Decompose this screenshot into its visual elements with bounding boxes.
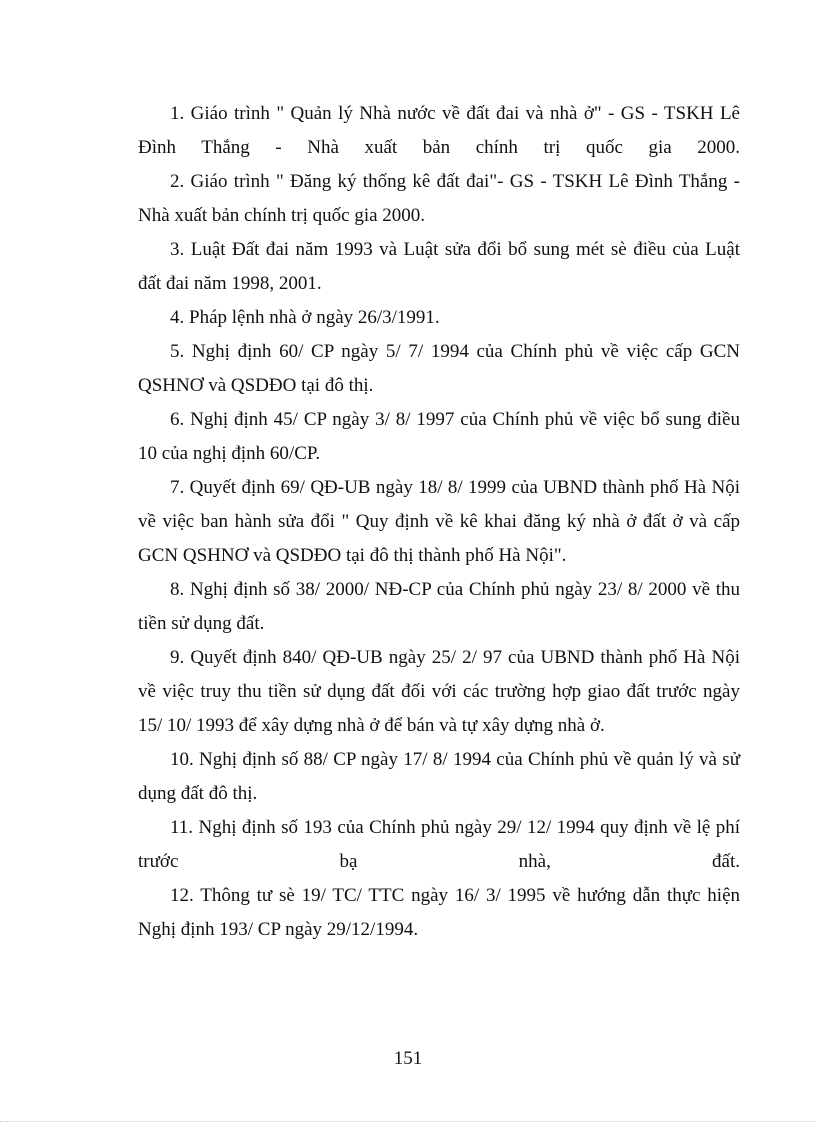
page-bottom-border — [0, 1121, 816, 1122]
reference-list — [138, 97, 740, 947]
reference-item-8: 8. Nghị định số 38/ 2000/ NĐ-CP của Chính phủ ngày 23/ 8/ 2000 về thu tiền sử dụng đất. — [138, 579, 740, 634]
reference-item-7: 7. Quyết định 69/ QĐ-UB ngày 18/ 8/ 1999 của UBND thành phố Hà Nội về việc ban hành sửa đổi " Quy định về kê khai đăng ký nhà ở đất ở và cấp GCN QSHNƠ và QSDĐO tại đô thị thành phố Hà Nội". — [138, 477, 740, 566]
reference-item-9: 9. Quyết định 840/ QĐ-UB ngày 25/ 2/ 97 của UBND thành phố Hà Nội về việc truy thu tiền sử dụng đất đối với các trường hợp giao đất trước ngày 15/ 10/ 1993 để xây dựng nhà ở để bán và tự xây dựng nhà ở. — [138, 647, 740, 736]
reference-item-6: 6. Nghị định 45/ CP ngày 3/ 8/ 1997 của Chính phủ về việc bổ sung điều 10 của nghị định 60/CP. — [138, 409, 740, 464]
reference-item-4: 4. Pháp lệnh nhà ở ngày 26/3/1991. — [170, 307, 440, 328]
reference-item-5: 5. Nghị định 60/ CP ngày 5/ 7/ 1994 của Chính phủ về việc cấp GCN QSHNƠ và QSDĐO tại đô thị. — [138, 341, 740, 396]
reference-item-3: 3. Luật Đất đai năm 1993 và Luật sửa đổi bổ sung mét sè điều của Luật đất đai năm 1998, 2001. — [138, 239, 740, 294]
reference-item-11: 11. Nghị định số 193 của Chính phủ ngày 29/ 12/ 1994 quy định về lệ phí trước bạ nhà, đất. — [138, 817, 740, 872]
page-number: 151 — [393, 1048, 423, 1069]
reference-item-2: 2. Giáo trình " Đăng ký thống kê đất đai"- GS - TSKH Lê Đình Thắng - Nhà xuất bản chính trị quốc gia 2000. — [138, 171, 740, 226]
reference-item-10: 10. Nghị định số 88/ CP ngày 17/ 8/ 1994 của Chính phủ về quản lý và sử dụng đất đô thị. — [138, 749, 740, 804]
reference-item-1: 1. Giáo trình " Quản lý Nhà nước về đất đai và nhà ở" - GS - TSKH Lê Đình Thắng - Nhà xuất bản chính trị quốc gia 2000. — [138, 103, 740, 158]
reference-item-12: 12. Thông tư sè 19/ TC/ TTC ngày 16/ 3/ 1995 về hướng dẫn thực hiện Nghị định 193/ CP ngày 29/12/1994. — [138, 885, 740, 940]
